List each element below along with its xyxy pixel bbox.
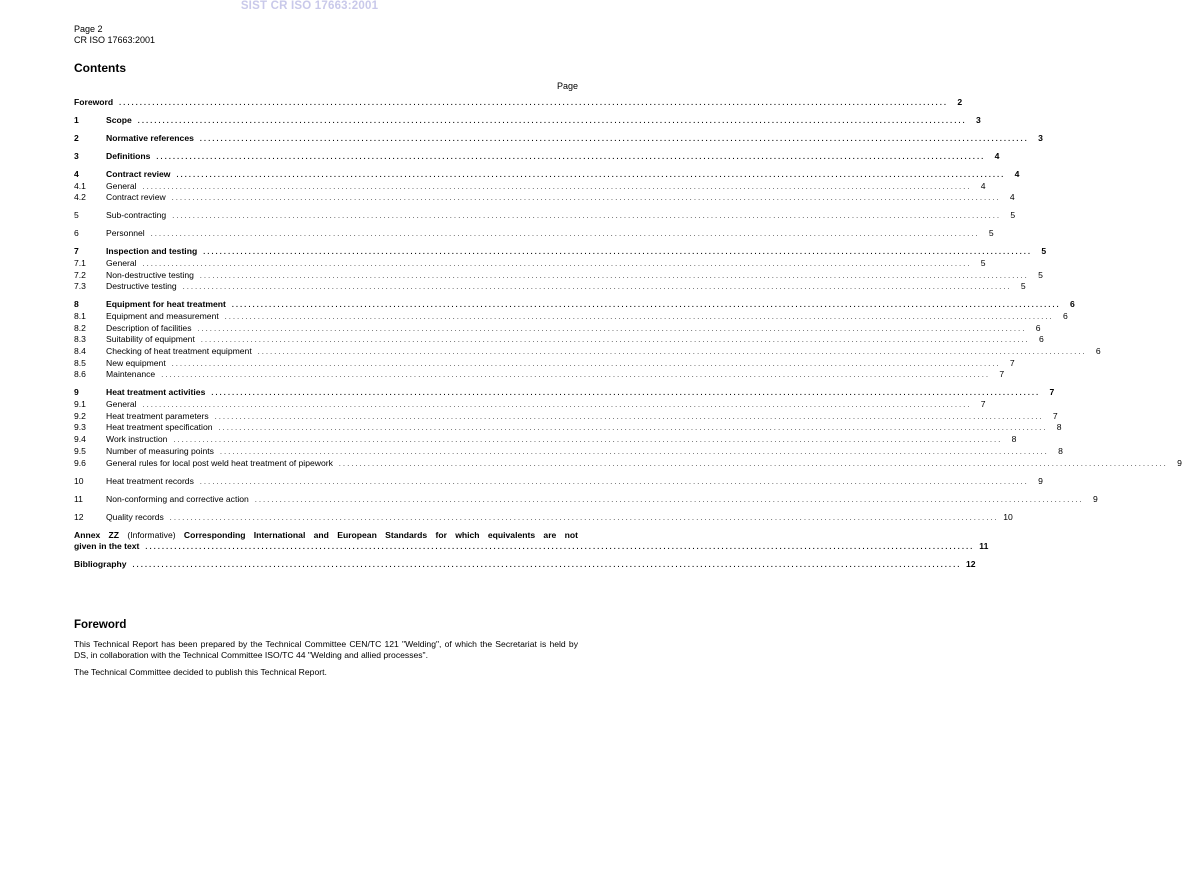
toc-title: New equipment (106, 357, 166, 368)
toc-group (74, 493, 1098, 506)
toc-page: 7 (980, 399, 986, 410)
toc-entry[interactable] (74, 369, 1005, 381)
toc-title: Bibliography (74, 559, 127, 570)
annex-title-line1: Corresponding International and European Standards for which equivalents are not (183, 530, 578, 541)
toc-page: 12 (965, 559, 976, 570)
toc-entry[interactable] (74, 114, 981, 127)
dot-leader: ........................................................................................................................................................................................................ (142, 260, 972, 268)
toc-page: 5 (980, 257, 986, 268)
toc-entry[interactable] (74, 387, 1055, 399)
toc-number: 7.3 (74, 281, 86, 292)
toc-title: Equipment and measurement (106, 311, 219, 321)
page-column-label: Page (556, 81, 578, 91)
toc-title: Suitability of equipment (106, 334, 195, 345)
toc-page: 4 (1014, 168, 1020, 179)
dot-leader: ........................................................................................................................................................................................................ (182, 284, 1012, 292)
toc-number: 9 (74, 387, 79, 398)
page-number: Page 2 (74, 24, 103, 34)
dot-leader: ........................................................................................................................................................................................................ (203, 249, 1033, 257)
toc-number: 5 (74, 210, 79, 221)
dot-leader: ........................................................................................................................................................................................................ (218, 425, 1048, 433)
toc-page: 6 (1095, 346, 1101, 357)
toc-group (74, 228, 994, 240)
toc-page: 4 (1009, 192, 1015, 203)
toc-title: Heat treatment parameters (106, 410, 209, 421)
table-of-contents (74, 97, 1182, 571)
dot-leader: ........................................................................................................................................................................................................ (211, 390, 1041, 398)
toc-entry[interactable] (74, 457, 1182, 470)
dot-leader: ........................................................................................................................................................................................................ (231, 302, 1061, 310)
toc-title: Number of measuring points (106, 445, 214, 456)
toc-entry[interactable] (74, 511, 1013, 524)
dot-leader: ........................................................................................................................................................................................................ (142, 183, 972, 191)
dot-leader: ........................................................................................................................................................................................................ (161, 372, 991, 380)
toc-page: 6 (1035, 322, 1041, 333)
toc-page: 5 (1041, 246, 1047, 257)
toc-page: 9 (1093, 493, 1098, 504)
toc-number: 4.1 (74, 180, 86, 191)
toc-group (74, 511, 1013, 524)
toc-entry[interactable] (74, 399, 986, 411)
toc-entry[interactable] (74, 346, 1101, 358)
toc-entry[interactable] (74, 192, 1015, 204)
dot-leader: ........................................................................................................................................................................................................ (338, 460, 1168, 468)
toc-page: 5 (1010, 210, 1016, 221)
toc-bibliography-entry[interactable] (74, 559, 976, 571)
toc-group (74, 210, 1016, 222)
toc-number: 8.5 (74, 357, 86, 368)
toc-entry[interactable] (74, 257, 986, 270)
toc-title: General rules for local post weld heat treatment of pipework (106, 457, 333, 468)
foreword-paragraph: The Technical Committee decided to publish this Technical Report. (74, 667, 327, 677)
dot-leader: ........................................................................................................................................................................................................ (137, 117, 967, 125)
toc-entry[interactable] (74, 246, 1047, 258)
toc-title: Inspection and testing (106, 246, 198, 257)
toc-group (74, 132, 1043, 145)
toc-number: 4.2 (74, 192, 86, 203)
annex-label: Annex ZZ (74, 530, 120, 541)
toc-title: Foreword (74, 97, 114, 107)
toc-entry[interactable] (74, 150, 1000, 163)
toc-page: 7 (1009, 357, 1015, 368)
dot-leader: ........................................................................................................................................................................................................ (257, 349, 1087, 357)
dot-leader: ........................................................................................................................................................................................................ (173, 437, 1003, 445)
toc-number: 6 (74, 228, 79, 239)
toc-page: 8 (1011, 434, 1017, 445)
toc-title: Non-destructive testing (106, 269, 194, 280)
toc-page: 5 (988, 228, 994, 239)
toc-number: 9.3 (74, 422, 86, 433)
dot-leader: ........................................................................................................................................................................................................ (197, 325, 1027, 333)
toc-title: General (106, 180, 137, 191)
toc-group (74, 168, 1020, 204)
toc-title: Equipment for heat treatment (106, 299, 226, 310)
contents-heading: Contents (74, 61, 126, 75)
dot-leader: ........................................................................................................................................................................................................ (169, 514, 999, 522)
toc-number: 3 (74, 150, 79, 161)
toc-page: 9 (1038, 475, 1043, 486)
toc-title: Heat treatment records (106, 475, 194, 486)
toc-group (74, 299, 1101, 381)
toc-page: 2 (957, 97, 963, 107)
toc-title: Contract review (106, 192, 166, 203)
toc-entry[interactable] (74, 357, 1015, 370)
toc-title: Contract review (106, 168, 171, 179)
toc-group (74, 150, 1000, 163)
toc-entry[interactable] (74, 493, 1098, 506)
toc-title: Maintenance (106, 369, 156, 380)
toc-number: 8 (74, 299, 79, 310)
toc-number: 8.3 (74, 334, 86, 345)
toc-page: 3 (1038, 132, 1043, 143)
toc-number: 9.1 (74, 399, 86, 410)
dot-leader: ........................................................................................................................................................................................................ (172, 213, 1002, 221)
toc-number: 2 (74, 132, 79, 143)
document-id: CR ISO 17663:2001 (74, 35, 156, 45)
dot-leader: ........................................................................................................................................................................................................ (199, 135, 1029, 143)
annex-type: (Informative) (127, 530, 176, 541)
dot-leader: ........................................................................................................................................................................................................ (219, 448, 1049, 456)
toc-number: 7 (74, 246, 79, 257)
toc-group (74, 114, 981, 127)
toc-title: Checking of heat treatment equipment (106, 346, 252, 357)
toc-number: 8.1 (74, 311, 86, 321)
toc-title: Heat treatment specification (106, 422, 213, 433)
toc-page: 6 (1062, 311, 1068, 321)
dot-leader: ........................................................................................................................................................................................................ (150, 231, 980, 239)
dot-leader: ........................................................................................................................................................................................................ (199, 272, 1029, 280)
toc-title: Normative references (106, 132, 194, 143)
toc-group (74, 475, 1043, 488)
toc-number: 8.6 (74, 369, 86, 380)
toc-entry[interactable] (74, 269, 1043, 282)
toc-page: 8 (1058, 445, 1063, 456)
dot-leader: ........................................................................................................................................................................................................ (142, 402, 972, 410)
toc-entry[interactable] (74, 210, 1016, 222)
dot-leader: ........................................................................................................................................................................................................ (176, 171, 1006, 179)
toc-entry[interactable] (74, 434, 1017, 446)
dot-leader: ........................................................................................................................................................................................................ (200, 337, 1030, 345)
dot-leader: ........................................................................................................................................................................................................ (145, 544, 975, 552)
dot-leader: ........................................................................................................................................................................................................ (119, 100, 949, 107)
dot-leader: ........................................................................................................................................................................................................ (254, 496, 1084, 504)
annex-title-line2: given in the text (74, 541, 140, 552)
toc-page: 3 (975, 114, 981, 125)
toc-number: 9.2 (74, 410, 86, 421)
dot-leader: ........................................................................................................................................................................................................ (156, 153, 986, 161)
toc-entry[interactable] (74, 97, 963, 109)
toc-title: General (106, 257, 137, 268)
dot-leader: ........................................................................................................................................................................................................ (199, 478, 1029, 486)
toc-entry[interactable] (74, 228, 994, 240)
toc-entry[interactable] (74, 168, 1020, 181)
dot-leader: ........................................................................................................................................................................................................ (171, 195, 1001, 203)
toc-page: 4 (980, 180, 986, 191)
toc-number: 7.2 (74, 269, 86, 280)
toc-page: 10 (1003, 511, 1013, 522)
toc-page: 11 (979, 541, 989, 552)
toc-title: Work instruction (106, 434, 168, 445)
toc-title: Quality records (106, 511, 164, 522)
dot-leader: ........................................................................................................................................................................................................ (224, 314, 1054, 321)
toc-group (74, 246, 1047, 293)
toc-annex-entry[interactable] (74, 529, 989, 553)
toc-title: Destructive testing (106, 281, 177, 292)
toc-page: 7 (1052, 410, 1058, 421)
toc-number: 11 (74, 493, 83, 504)
toc-group (74, 387, 1182, 469)
toc-number: 8.2 (74, 322, 86, 333)
toc-number: 10 (74, 475, 84, 486)
toc-entry[interactable] (74, 410, 1058, 423)
dot-leader: ........................................................................................................................................................................................................ (132, 562, 962, 570)
toc-title: General (106, 399, 137, 410)
page-header (74, 24, 155, 46)
toc-title: Non-conforming and corrective action (106, 493, 249, 504)
toc-page: 5 (1038, 269, 1043, 280)
watermark: SIST CR ISO 17663:2001 (240, 0, 379, 12)
toc-title: Sub-contracting (106, 210, 167, 221)
toc-page: 7 (999, 369, 1005, 380)
foreword-heading: Foreword (74, 619, 127, 631)
toc-page: 5 (1020, 281, 1026, 292)
toc-page: 9 (1177, 457, 1182, 468)
toc-group (74, 97, 963, 109)
toc-number: 12 (74, 511, 84, 522)
toc-page: 6 (1039, 334, 1044, 345)
toc-entry[interactable] (74, 311, 1068, 323)
toc-entry[interactable] (74, 132, 1043, 145)
toc-entry[interactable] (74, 281, 1026, 293)
toc-entry[interactable] (74, 445, 1063, 458)
toc-number: 1 (74, 114, 79, 125)
toc-number: 4 (74, 168, 79, 179)
toc-page: 4 (994, 150, 1000, 161)
toc-entry[interactable] (74, 475, 1043, 488)
toc-number: 9.6 (74, 457, 86, 468)
dot-leader: ........................................................................................................................................................................................................ (171, 360, 1001, 368)
toc-number: 9.4 (74, 434, 86, 445)
toc-title: Description of facilities (106, 322, 192, 333)
foreword-paragraph: This Technical Report has been prepared by the Technical Committee CEN/TC 121 "Welding", of which the Secretariat is held by DS, in collaboration with the Technical Committee ISO/TC 44 "Welding and allied processes". (74, 639, 578, 661)
toc-number: 8.4 (74, 346, 86, 357)
toc-page: 6 (1070, 299, 1075, 310)
toc-number: 7.1 (74, 257, 86, 268)
toc-entry[interactable] (74, 322, 1041, 335)
toc-page: 7 (1049, 387, 1055, 398)
toc-number: 9.5 (74, 445, 86, 456)
toc-title: Definitions (106, 150, 151, 161)
toc-entry[interactable] (74, 180, 986, 193)
toc-entry[interactable] (74, 334, 1044, 346)
toc-entry[interactable] (74, 299, 1075, 311)
toc-title: Personnel (106, 228, 145, 239)
toc-entry[interactable] (74, 422, 1062, 434)
toc-page: 8 (1056, 422, 1062, 433)
dot-leader: ........................................................................................................................................................................................................ (214, 413, 1044, 421)
toc-title: Scope (106, 114, 132, 125)
toc-title: Heat treatment activities (106, 387, 206, 398)
